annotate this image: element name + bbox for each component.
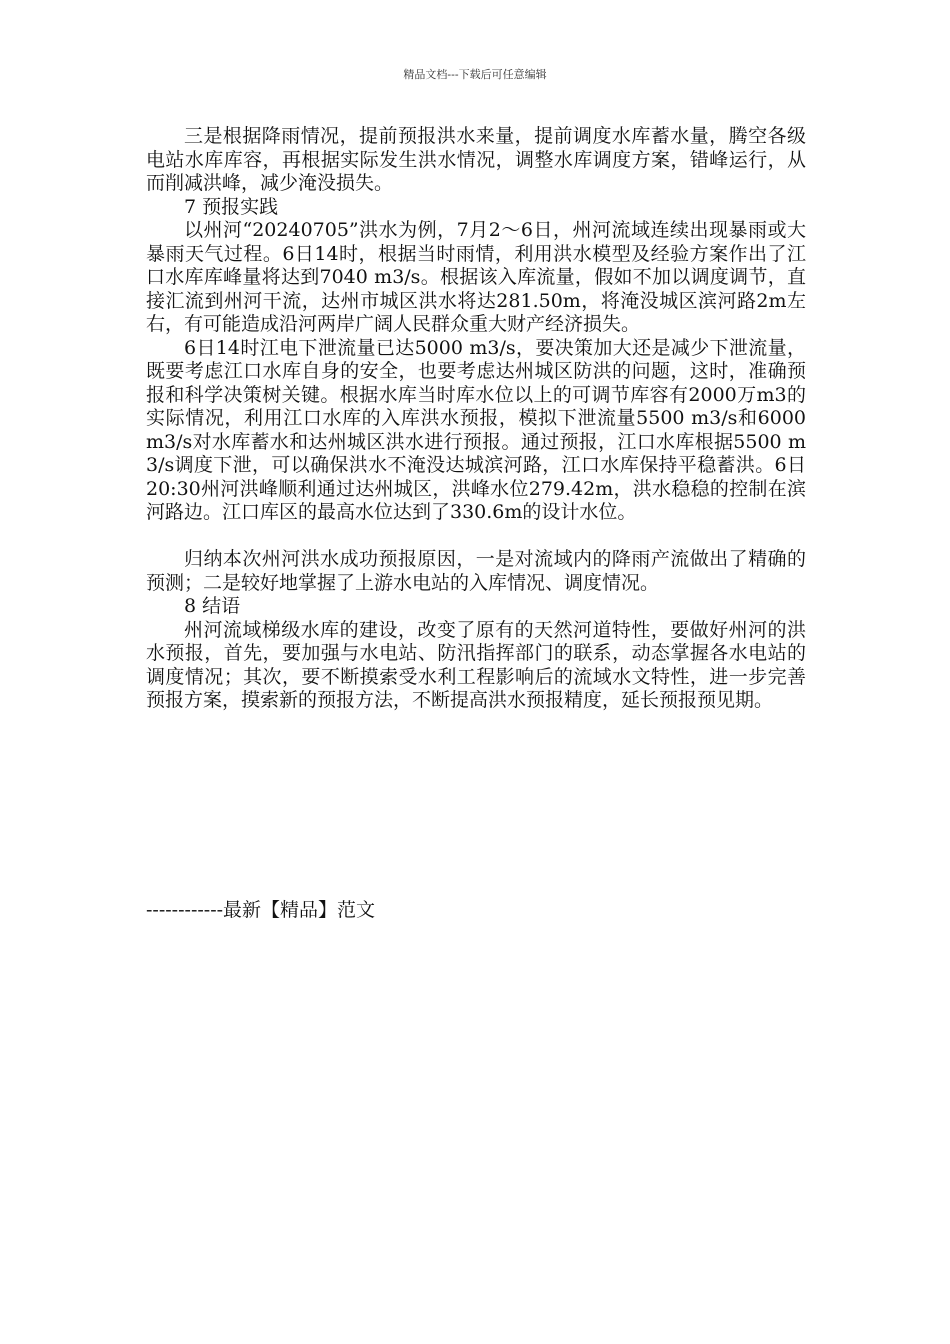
paragraph-discharge-decision: 6日14时江电下泄流量已达5000 m3/s，要决策加大还是减少下泄流量，既要考虑江口水库自身的安全，也要考虑达州城区防洪的问题，这时，准确预报和科学决策树关键。根据水库当时库水位以上的可调节库容有2000万m3的实际情况，利用江口水库的入库洪水预报，模拟下泄流量5500 m3/s和6000 m3/s对水库蓄水和达州城区洪水进行预报。通过预报，江口水库根据5500 m3/s调度下泄，可以确保洪水不淹没达城滨河路，江口水库保持平稳蓄洪。6日20:30州河洪峰顺利通过达州城区，洪峰水位279.42m，洪水稳稳的控制在滨河路边。江口库区的最高水位达到了330.6m的设计水位。: [146, 336, 806, 523]
paragraph-scheduling: 三是根据降雨情况，提前预报洪水来量，提前调度水库蓄水量，腾空各级电站水库库容，再根据实际发生洪水情况，调整水库调度方案，错峰运行，从而削减洪峰，减少淹没损失。: [146, 125, 806, 194]
document-body: [146, 125, 806, 713]
section-heading-conclusion: 8 结语: [184, 595, 241, 617]
paragraph-summary: 归纳本次州河洪水成功预报原因，一是对流域内的降雨产流做出了精确的预测；二是较好地掌握了上游水电站的入库情况、调度情况。: [146, 548, 806, 594]
paragraph-flood-example: 以州河“20240705”洪水为例，7月2～6日，州河流域连续出现暴雨或大暴雨天气过程。6日14时，根据当时雨情，利用洪水模型及经验方案作出了江口水库库峰量将达到7040 m3/s。根据该入库流量，假如不加以调度调节，直接汇流到州河干流，达州市城区洪水将达281.50m，将淹没城区滨河路2m左右，有可能造成沿河两岸广阔人民群众重大财产经济损失。: [146, 219, 806, 335]
section-heading-forecast-practice: 7 预报实践: [184, 195, 279, 218]
footer-label: ------------最新【精品】范文: [146, 899, 376, 921]
paragraph-conclusion: 州河流域梯级水库的建设，改变了原有的天然河道特性，要做好州河的洪水预报，首先，要加强与水电站、防汛指挥部门的联系，动态掌握各水电站的调度情况；其次，要不断摸索受水利工程影响后的流域水文特性，进一步完善预报方案，摸索新的预报方法，不断提高洪水预报精度，延长预报预见期。: [146, 618, 806, 711]
page-header: 精品文档---下载后可任意编辑: [403, 68, 547, 81]
